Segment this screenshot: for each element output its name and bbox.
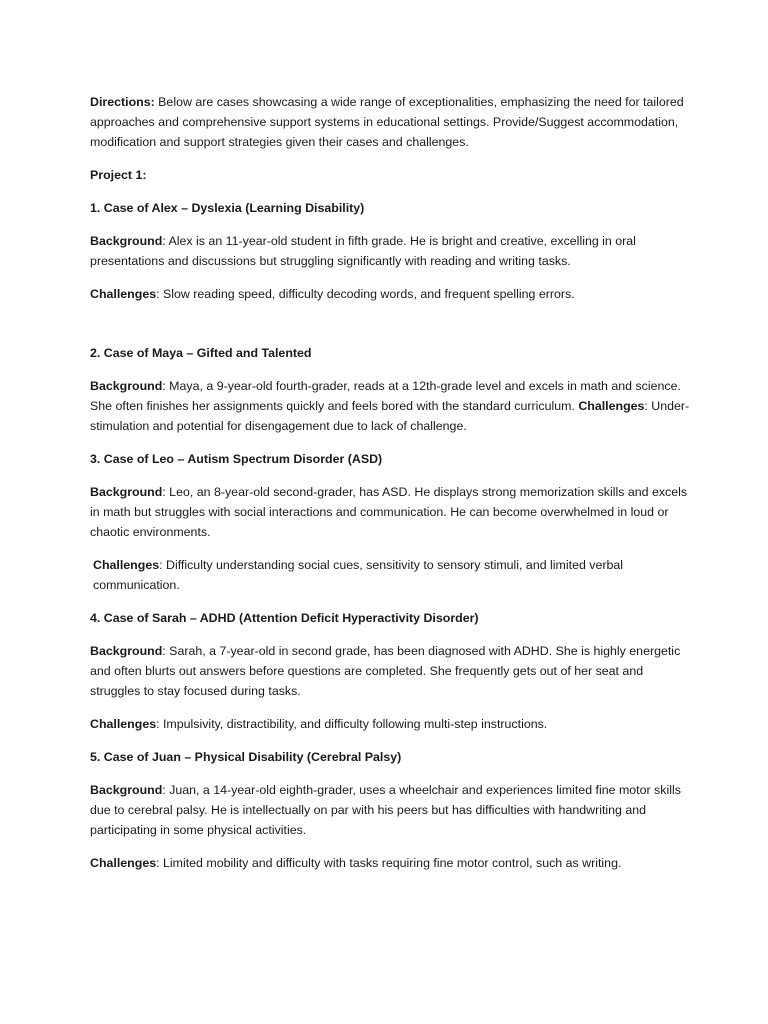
document-page: [90, 92, 690, 886]
background-label: Background: [90, 644, 163, 658]
case-background: Background: Leo, an 8-year-old second-grader, has ASD. He displays strong memorization skills and excels in math but struggles with social interactions and communication. He can become overwhelmed in loud or chaotic environments.: [90, 485, 688, 539]
case-title: 4. Case of Sarah – ADHD (Attention Deficit Hyperactivity Disorder): [90, 611, 479, 625]
case-challenges: Challenges: Difficulty understanding social cues, sensitivity to sensory stimuli, and limited verbal communication.: [93, 558, 624, 592]
case-challenges: Challenges: Limited mobility and difficulty with tasks requiring fine motor control, such as writing.: [90, 856, 622, 870]
case-background: Background: Sarah, a 7-year-old in second grade, has been diagnosed with ADHD. She is highly energetic and often blurts out answers before questions are completed. She frequently gets out of her seat and struggles to stay focused during tasks.: [90, 644, 681, 698]
challenges-label: Challenges: [90, 717, 157, 731]
case-title: 3. Case of Leo – Autism Spectrum Disorder (ASD): [90, 452, 383, 466]
challenges-label: Challenges: [90, 287, 157, 301]
background-label: Background: [90, 234, 163, 248]
background-label: Background: [90, 485, 163, 499]
directions-paragraph: [90, 92, 690, 152]
case-background: Background: Maya, a 9-year-old fourth-grader, reads at a 12th-grade level and excels in math and science. She often finishes her assignments quickly and feels bored with the standard curriculum. Challenges: Under-stimulation and potential for disengagement due to lack of challenge.: [90, 379, 690, 433]
project-heading: Project 1:: [90, 168, 147, 182]
case-title: 2. Case of Maya – Gifted and Talented: [90, 346, 312, 360]
background-label: Background: [90, 379, 163, 393]
challenges-label: Challenges: [93, 558, 160, 572]
case-background: Background: Juan, a 14-year-old eighth-grader, uses a wheelchair and experiences limited fine motor skills due to cerebral palsy. He is intellectually on par with his peers but has difficulties with handwriting and participating in some physical activities.: [90, 783, 681, 837]
case-challenges: Challenges: Slow reading speed, difficulty decoding words, and frequent spelling errors.: [90, 287, 575, 301]
case-title: 1. Case of Alex – Dyslexia (Learning Disability): [90, 201, 365, 215]
background-label: Background: [90, 783, 163, 797]
case-background: Background: Alex is an 11-year-old student in fifth grade. He is bright and creative, excelling in oral presentations and discussions but struggling significantly with reading and writing tasks.: [90, 234, 636, 268]
challenges-label: Challenges: [90, 856, 157, 870]
case-challenges: Challenges: Impulsivity, distractibility, and difficulty following multi-step instructions.: [90, 717, 548, 731]
directions-text: Below are cases showcasing a wide range of exceptionalities, emphasizing the need for tailored approaches and comprehensive support systems in educational settings. Provide/Suggest accommodation, modification and support strategies given their cases and challenges.: [90, 95, 684, 149]
directions-label: Directions:: [90, 95, 155, 109]
spacer: [90, 317, 690, 343]
case-title: 5. Case of Juan – Physical Disability (Cerebral Palsy): [90, 750, 402, 764]
challenges-label: Challenges: [578, 399, 645, 413]
